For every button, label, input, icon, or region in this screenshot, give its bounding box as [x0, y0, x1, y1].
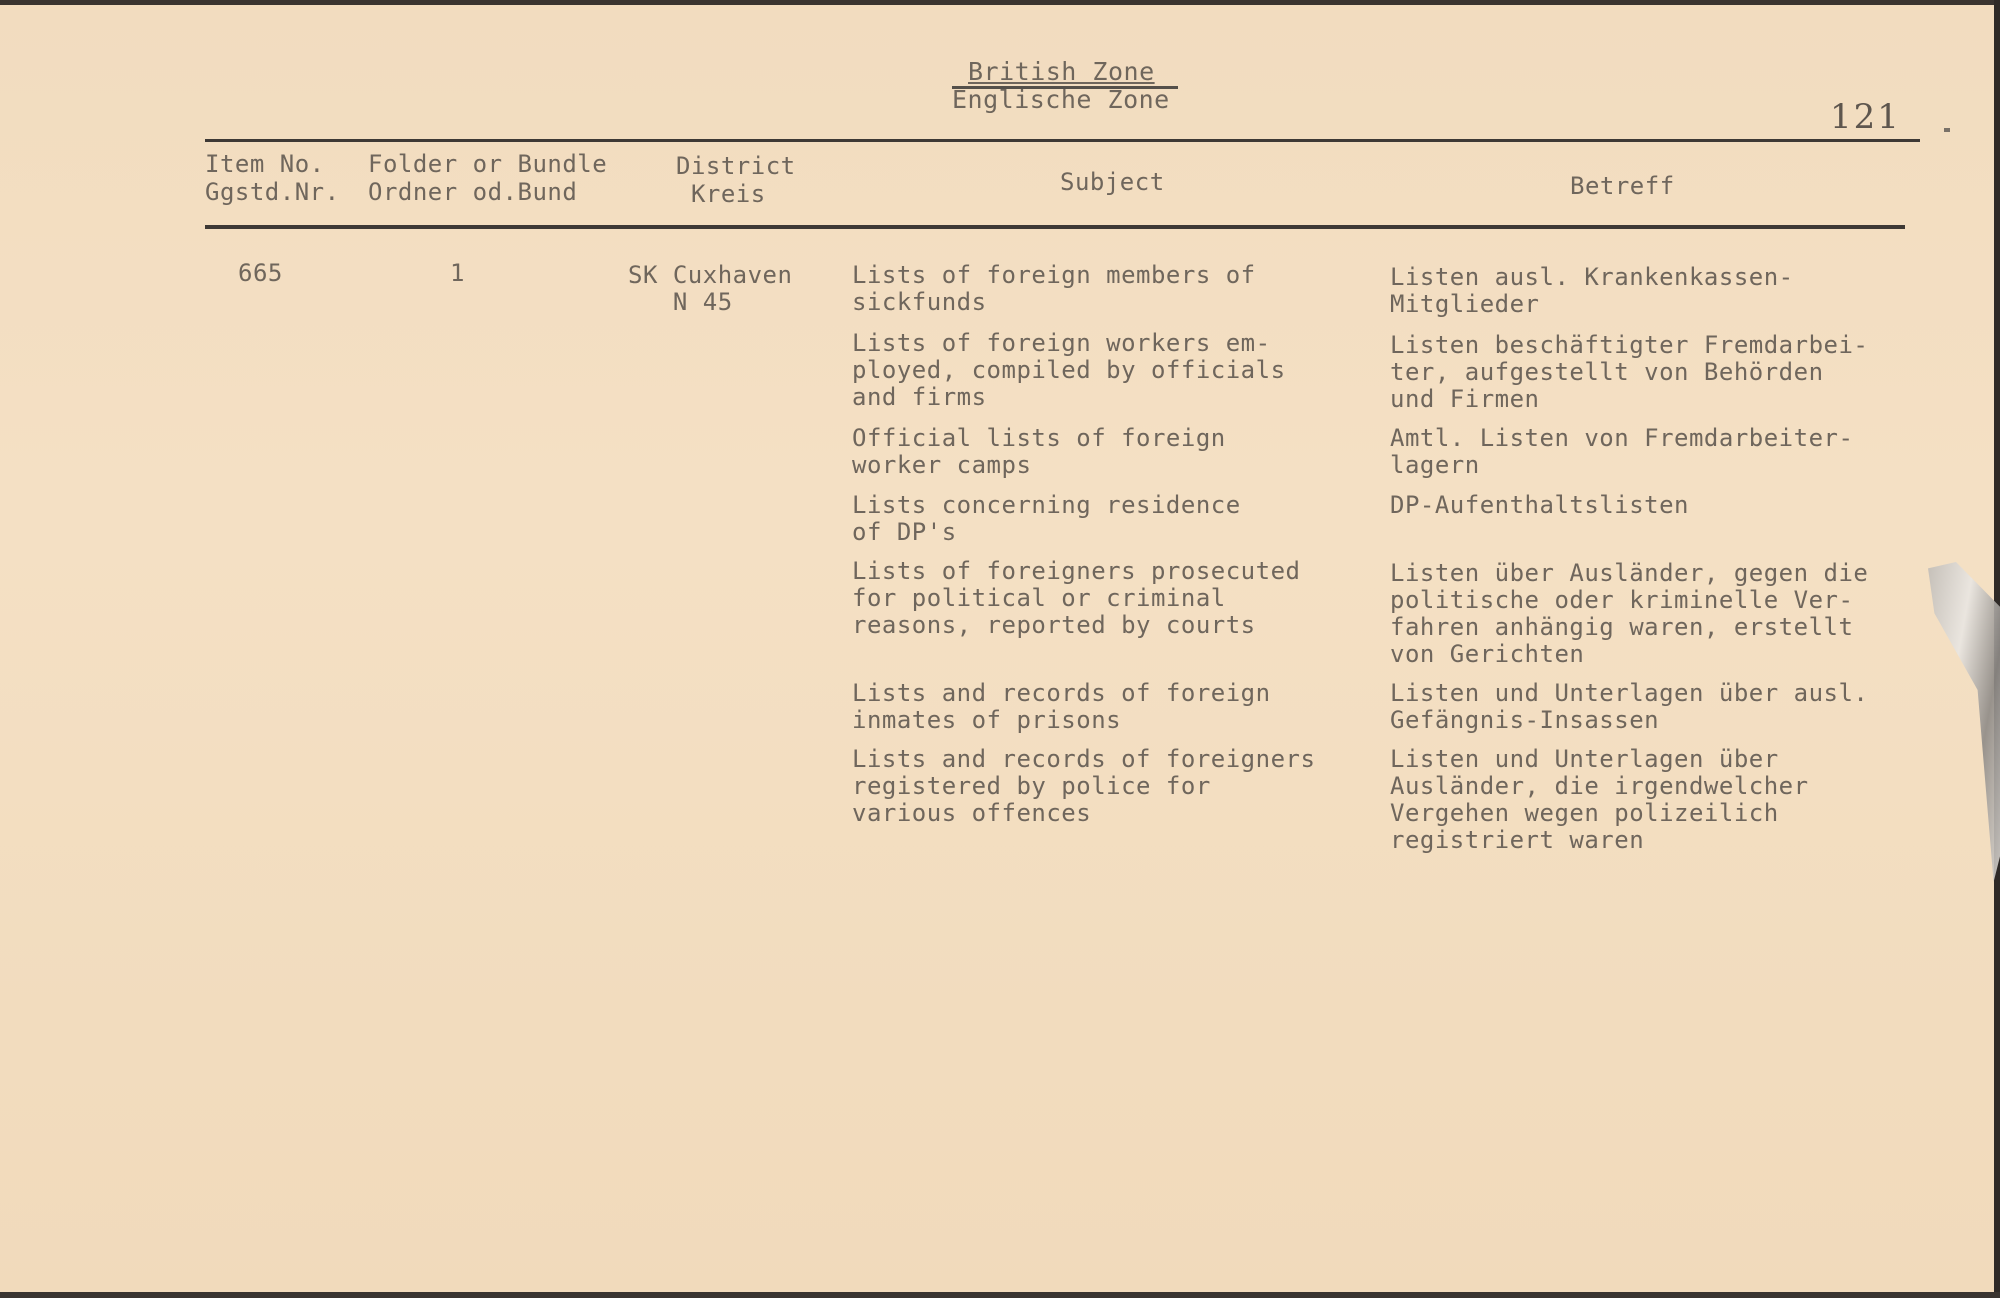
zone-title-german: Englische Zone — [952, 85, 1170, 114]
header-folder: Folder or Bundle Ordner od.Bund — [368, 150, 608, 206]
entry-folder-no: 1 — [450, 259, 465, 287]
subject-row-3: Official lists of foreign worker camps — [852, 424, 1226, 479]
betreff-row-6: Listen und Unterlagen über ausl. Gefängnis-Insassen — [1390, 679, 1869, 734]
betreff-row-3: Amtl. Listen von Fremdarbeiter- lagern — [1390, 424, 1854, 479]
subject-row-7: Lists and records of foreigners registered by police for various offences — [852, 745, 1316, 827]
header-item-no: Item No. Ggstd.Nr. — [205, 150, 340, 206]
scan-edge-top — [0, 0, 2000, 5]
subject-row-6: Lists and records of foreign inmates of prisons — [852, 679, 1271, 734]
subject-row-4: Lists concerning residence of DP's — [852, 491, 1241, 546]
betreff-row-1: Listen ausl. Krankenkassen- Mitglieder — [1390, 263, 1794, 318]
header-bottom-rule — [205, 225, 1905, 229]
entry-district: SK Cuxhaven N 45 — [628, 261, 793, 316]
subject-row-5: Lists of foreigners prosecuted for political or criminal reasons, reported by courts — [852, 557, 1301, 639]
header-betreff: Betreff — [1570, 172, 1675, 200]
header-top-rule — [205, 139, 1920, 142]
subject-row-2: Lists of foreign workers em- ployed, compiled by officials and firms — [852, 329, 1286, 411]
betreff-row-7: Listen und Unterlagen über Ausländer, die irgendwelcher Vergehen wegen polizeilich registriert waren — [1390, 745, 1809, 854]
betreff-row-4: DP-Aufenthaltslisten — [1390, 491, 1689, 519]
ink-mark — [1944, 128, 1950, 132]
binder-clip-image — [1920, 562, 2000, 882]
header-subject: Subject — [1060, 168, 1165, 196]
entry-item-no: 665 — [238, 259, 283, 287]
scan-edge-bottom — [0, 1292, 2000, 1298]
subject-row-1: Lists of foreign members of sickfunds — [852, 261, 1256, 316]
betreff-row-2: Listen beschäftigter Fremdarbei- ter, aufgestellt von Behörden und Firmen — [1390, 331, 1869, 413]
betreff-row-5: Listen über Ausländer, gegen die politische oder kriminelle Ver- fahren anhängig waren, erstellt von Gerichten — [1390, 559, 1869, 668]
zone-title-english: British Zone — [968, 57, 1155, 86]
header-district: District Kreis — [676, 152, 796, 208]
page-number: 121 — [1830, 97, 1901, 137]
